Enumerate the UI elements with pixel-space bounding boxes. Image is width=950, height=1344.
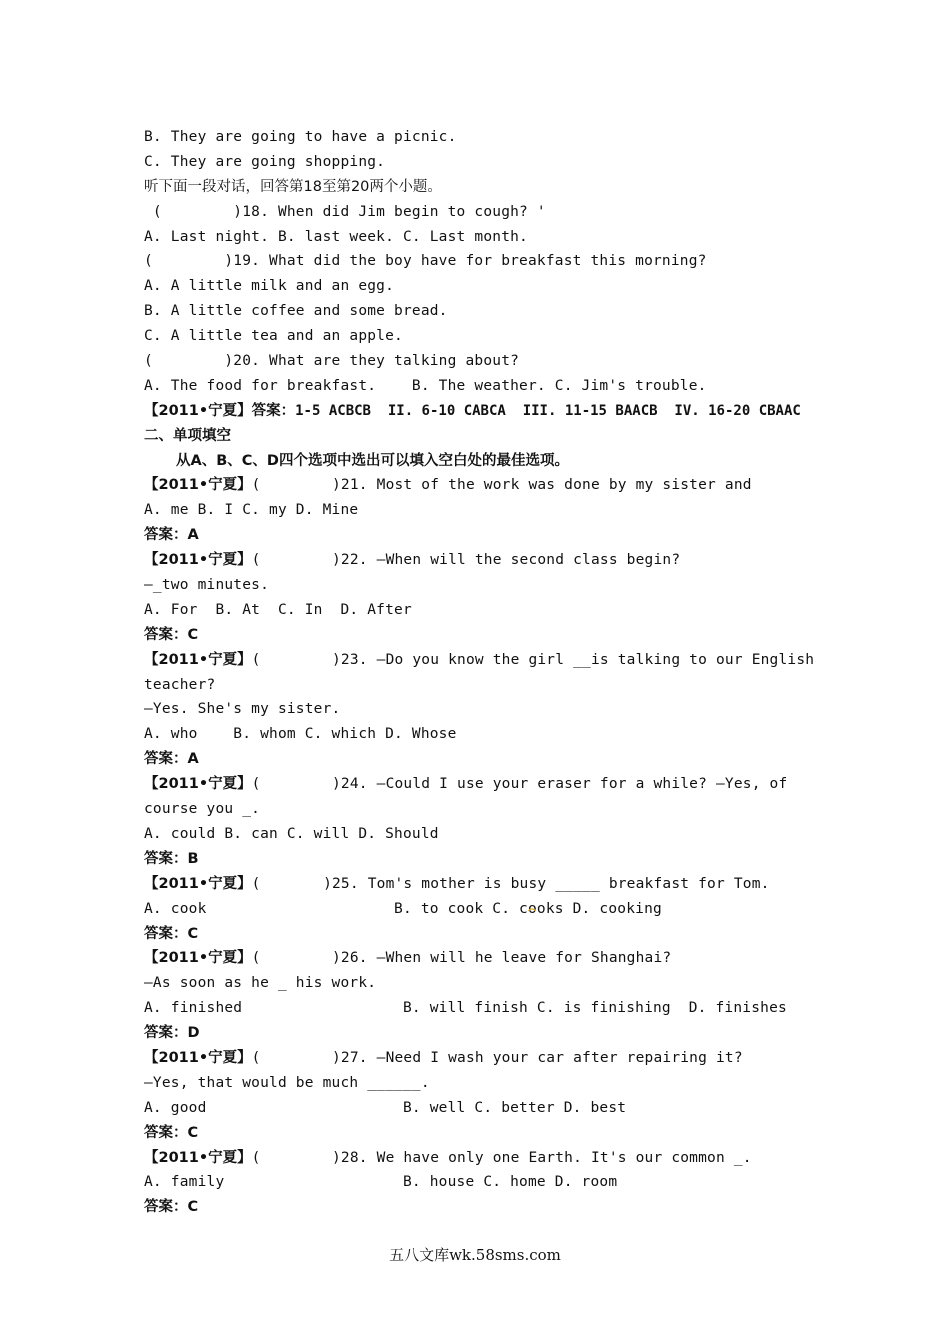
dialogue-line: —_two minutes. [144, 577, 270, 594]
question-text: ( )25. Tom's mother is busy _____ breakfast for Tom. [251, 875, 770, 892]
question-stem [144, 548, 824, 573]
question-text: ( )26. —When will he leave for Shanghai? [251, 950, 672, 967]
question-stem [144, 1146, 824, 1171]
answer-line: 答案：A [144, 751, 199, 768]
question-tag: 【2011•宁夏】 [144, 776, 252, 793]
question-line: ( )19. What did the boy have for breakfast this morning? [144, 253, 707, 270]
question-tag: 【2011•宁夏】 [144, 1149, 252, 1166]
question-text: ( )28. We have only one Earth. It's our common _. [251, 1149, 752, 1166]
answer-key [144, 399, 824, 424]
options-line: A. who B. whom C. which D. Whose [144, 726, 457, 743]
options-line: A. The food for breakfast. B. The weather. C. Jim's trouble. [144, 377, 707, 394]
dialogue-line: —Yes, that would be much ______. [144, 1074, 430, 1091]
section-title: 二、单项填空 [144, 427, 231, 444]
question-line: ( )18. When did Jim begin to cough? ' [144, 203, 546, 220]
options-line: A. good B. well C. better D. best [144, 1099, 627, 1116]
options-line: A. finished B. will finish C. is finishing D. finishes [144, 1000, 787, 1017]
options-line: A. me B. I C. my D. Mine [144, 502, 359, 519]
answer-line: 答案：A [144, 527, 199, 544]
section-instruction: 从A、B、C、D四个选项中选出可以填入空白处的最佳选项。 [176, 452, 569, 469]
answer-key-tag: 【2011•宁夏】答案： [144, 402, 296, 419]
question-text: ( )24. —Could I use your eraser for a while? —Yes, of [251, 776, 788, 793]
answer-key-text: 1-5 ACBCB II. 6-10 CABCA III. 11-15 BAACB IV. 16-20 CBAAC [295, 402, 801, 419]
question-stem [144, 772, 824, 797]
scan-mark-icon [527, 905, 537, 915]
question-continuation: course you _. [144, 801, 261, 818]
document-body [144, 125, 824, 1220]
question-stem [144, 648, 824, 673]
text-line: C. They are going shopping. [144, 153, 386, 170]
listening-instruction: 听下面一段对话，回答第18至第20两个小题。 [144, 178, 442, 195]
question-text: ( )23. —Do you know the girl __is talking to our English [251, 651, 815, 668]
answer-line: 答案：B [144, 850, 199, 867]
text-line: B. They are going to have a picnic. [144, 129, 457, 145]
question-text: ( )27. —Need I wash your car after repairing it? [251, 1049, 743, 1066]
question-line: ( )20. What are they talking about? [144, 353, 520, 370]
dialogue-line: —Yes. She's my sister. [144, 701, 341, 718]
question-tag: 【2011•宁夏】 [144, 875, 252, 892]
answer-line: 答案：C [144, 626, 199, 643]
options-line: A. cook B. to cook C. cooks D. cooking [144, 900, 662, 917]
answer-line: 答案：C [144, 1199, 199, 1216]
question-tag: 【2011•宁夏】 [144, 1049, 252, 1066]
options-line: A. family B. house C. home D. room [144, 1174, 618, 1191]
options-line: C. A little tea and an apple. [144, 328, 403, 345]
options-line: A. A little milk and an egg. [144, 278, 395, 295]
question-continuation: teacher? [144, 676, 216, 693]
answer-line: 答案：C [144, 1124, 199, 1141]
question-tag: 【2011•宁夏】 [144, 552, 252, 569]
question-text: ( )21. Most of the work was done by my sister and [251, 477, 752, 494]
question-tag: 【2011•宁夏】 [144, 651, 252, 668]
options-line: A. For B. At C. In D. After [144, 601, 412, 618]
question-stem [144, 1046, 824, 1071]
options-line: A. could B. can C. will D. Should [144, 825, 439, 842]
answer-line: 答案：D [144, 1025, 200, 1042]
question-tag: 【2011•宁夏】 [144, 477, 252, 494]
question-stem [144, 872, 824, 897]
question-text: ( )22. —When will the second class begin? [251, 552, 681, 569]
options-line: B. A little coffee and some bread. [144, 303, 448, 320]
options-line: A. Last night. B. last week. C. Last month. [144, 228, 528, 245]
question-stem [144, 946, 824, 971]
footer-watermark: 五八文库wk.58sms.com [389, 1246, 561, 1264]
dialogue-line: —As soon as he _ his work. [144, 975, 377, 992]
answer-line: 答案：C [144, 925, 199, 942]
question-stem [144, 473, 824, 498]
question-tag: 【2011•宁夏】 [144, 950, 252, 967]
